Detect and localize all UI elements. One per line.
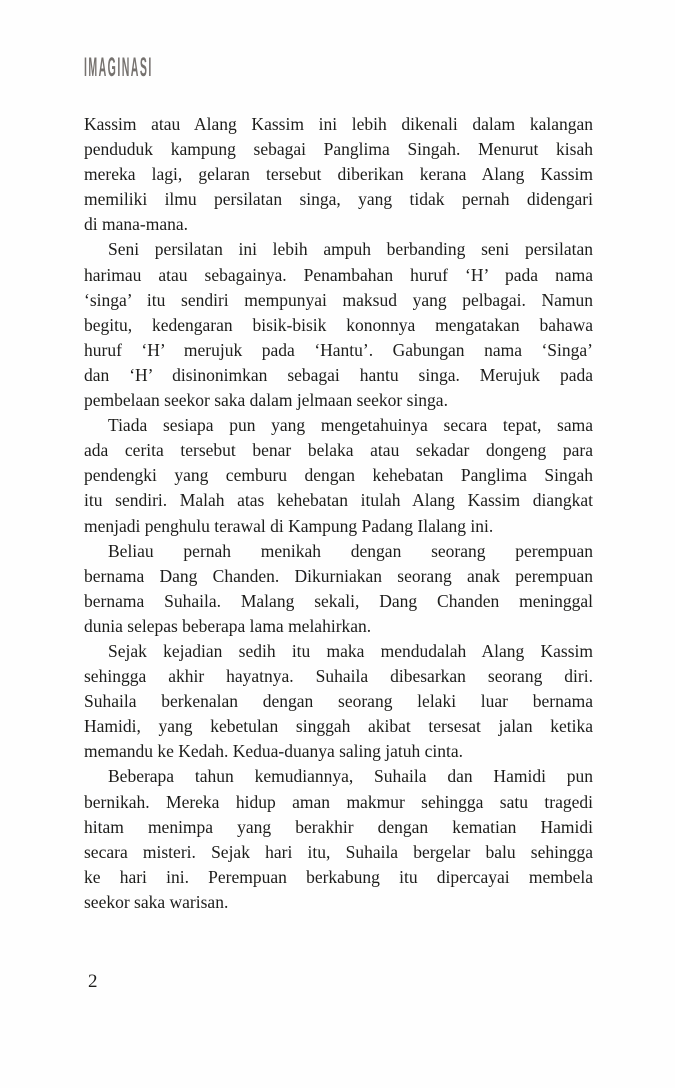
text-line: di mana-mana. [84,214,188,235]
text-line: dunia selepas beberapa lama melahirkan. [84,615,372,636]
text-line: Tiada sesiapa pun yang mengetahuinya secara tepat, sama [108,415,593,436]
text-line: ada cerita tersebut benar belaka atau sekadar dongeng para [84,440,593,461]
text-line: secara misteri. Sejak hari itu, Suhaila bergelar balu sehingga [84,841,593,862]
text-line: mereka lagi, gelaran tersebut diberikan kerana Alang Kassim [84,164,593,185]
paragraph [84,764,593,915]
text-line: bernama Dang Chanden. Dikurniakan seorang anak perempuan [84,565,593,586]
text-line: hitam menimpa yang berakhir dengan kematian Hamidi [84,816,593,837]
paragraph [84,112,593,237]
text-line: penduduk kampung sebagai Panglima Singah. Menurut kisah [84,139,593,160]
text-line: ‘singa’ itu sendiri mempunyai maksud yang pelbagai. Namun [84,289,593,310]
text-line: begitu, kedengaran bisik-bisik kononnya mengatakan bahawa [84,314,593,335]
text-line: memiliki ilmu persilatan singa, yang tidak pernah didengari [84,189,593,210]
paragraph [84,639,593,764]
text-line: Hamidi, yang kebetulan singgah akibat tersesat jalan ketika [84,716,593,737]
imprint-logo: IMAGINASI [84,52,153,82]
text-line: Suhaila berkenalan dengan seorang lelaki luar bernama [84,691,593,712]
text-line: sehingga akhir hayatnya. Suhaila dibesarkan seorang diri. [84,666,593,687]
text-line: bernama Suhaila. Malang sekali, Dang Chanden meninggal [84,590,593,611]
text-line: huruf ‘H’ merujuk pada ‘Hantu’. Gabungan nama ‘Singa’ [84,339,593,360]
text-line: harimau atau sebagainya. Penambahan huruf ‘H’ pada nama [84,264,593,285]
text-line: Seni persilatan ini lebih ampuh berbanding seni persilatan [108,239,593,260]
paragraph [84,237,593,413]
paragraph [84,413,593,538]
text-line: Beliau pernah menikah dengan seorang perempuan [108,540,593,561]
text-line: menjadi penghulu terawal di Kampung Padang Ilalang ini. [84,515,494,536]
text-line: pembelaan seekor saka dalam jelmaan seekor singa. [84,390,448,411]
text-line: ke hari ini. Perempuan berkabung itu dipercayai membela [84,866,593,887]
body-text [84,112,593,915]
text-line: bernikah. Mereka hidup aman makmur sehingga satu tragedi [84,791,593,812]
text-line: pendengki yang cemburu dengan kehebatan Panglima Singah [84,465,593,486]
paragraph [84,539,593,639]
text-line: memandu ke Kedah. Kedua-duanya saling jatuh cinta. [84,741,464,762]
text-line: Beberapa tahun kemudiannya, Suhaila dan Hamidi pun [108,766,593,787]
text-line: itu sendiri. Malah atas kehebatan itulah Alang Kassim diangkat [84,490,593,511]
text-line: seekor saka warisan. [84,891,229,912]
text-line: Sejak kejadian sedih itu maka mendudalah Alang Kassim [108,640,593,661]
page-number: 2 [88,971,98,992]
text-line: Kassim atau Alang Kassim ini lebih dikenali dalam kalangan [84,114,593,134]
text-line: dan ‘H’ disinonimkan sebagai hantu singa. Merujuk pada [84,364,593,385]
